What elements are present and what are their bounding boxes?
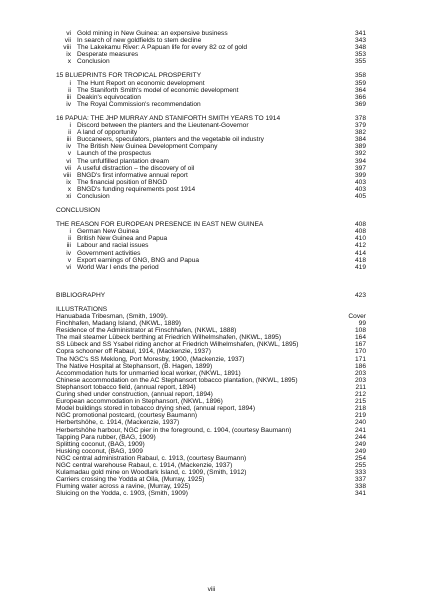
- illustrations-section: [56, 306, 366, 498]
- illustration-title: Herbertshöhe harbour, NGC pier in the foreground, c. 1904, (courtesy Baumann): [56, 426, 292, 434]
- entry-number: vii: [64, 37, 71, 45]
- entry-page: 343: [354, 37, 366, 45]
- entry-number: iii: [66, 136, 71, 144]
- entry-page: 355: [354, 58, 366, 66]
- entry-title: In search of new goldfields to stem decline: [77, 37, 202, 45]
- illustration-title: Husking coconut, (BAG, 1909: [56, 447, 143, 455]
- entry-number: v: [67, 256, 71, 264]
- toc-entry: [56, 94, 366, 101]
- toc-entry: [56, 30, 366, 37]
- entry-title: The unfulfilled plantation dream: [77, 157, 170, 165]
- illustration-page: 244: [354, 433, 366, 441]
- illustration-page: 241: [354, 426, 366, 434]
- illustration-entry: [56, 412, 366, 419]
- illustration-title: European accommodation in Stephansort, (NKWL, 1896): [56, 398, 223, 406]
- entry-number: iv: [66, 100, 71, 108]
- toc-entry: [56, 165, 366, 172]
- entry-title: Discord between the planters and the Lieutenant-Governor: [77, 122, 249, 130]
- entry-title: Launch of the prospectus: [77, 150, 152, 158]
- illustration-page: 164: [354, 334, 366, 342]
- illustration-title: SS Lübeck and SS Ysabel riding anchor at Friedrich Wilhelmshafen, (NKWL, 1895): [56, 341, 299, 349]
- toc-entry: [56, 264, 366, 271]
- entry-page: 353: [354, 51, 366, 59]
- chapter-page: 378: [354, 114, 366, 122]
- toc-entry: [56, 228, 366, 235]
- entry-number: ii: [68, 86, 71, 94]
- illustration-title: The mail steamer Lübeck berthing at Friedrich Wilhelmshafen, (NKWL, 1895): [56, 334, 282, 342]
- toc-entry: [56, 193, 366, 200]
- reason-section: [56, 221, 366, 271]
- illustration-entry: [56, 434, 366, 441]
- entry-page: 414: [354, 249, 366, 257]
- toc-entry: [56, 179, 366, 186]
- toc-entry: [56, 122, 366, 129]
- entry-page: 419: [354, 263, 366, 271]
- bibliography-page: 423: [354, 291, 366, 299]
- entry-number: i: [69, 122, 71, 130]
- toc-entry: [56, 37, 366, 44]
- entry-title: The financial position of BNGD: [77, 178, 168, 186]
- illustration-title: Kulamadau gold mine on Woodlark Island, c. 1909, (Smith, 1912): [56, 469, 247, 477]
- illustration-entry: [56, 320, 366, 327]
- entry-number: iv: [66, 249, 71, 257]
- entry-page: 397: [354, 164, 366, 172]
- illustration-page: 203: [354, 376, 366, 384]
- entry-title: BNGD's funding requirements post 1914: [77, 185, 196, 193]
- illustration-entry: [56, 476, 366, 483]
- illustration-page: 171: [354, 355, 366, 363]
- toc-entry: [56, 136, 366, 143]
- entry-title: Export earnings of GNG, BNG and Papua: [77, 256, 200, 264]
- entry-number: ix: [66, 178, 71, 186]
- illustration-page: 240: [354, 419, 366, 427]
- toc-entry: [56, 129, 366, 136]
- illustration-entry: [56, 356, 366, 363]
- entry-title: A useful distraction – the discovery of oil: [77, 164, 195, 172]
- entry-page: 403: [354, 178, 366, 186]
- entry-page: 384: [354, 136, 366, 144]
- chapter-title: 15 BLUEPRINTS FOR TROPICAL PROSPERITY: [56, 72, 202, 80]
- entry-number: i: [69, 228, 71, 236]
- entry-title: Conclusion: [77, 192, 110, 200]
- entry-page: 364: [354, 86, 366, 94]
- illustration-page: 203: [354, 369, 366, 377]
- entry-number: i: [69, 79, 71, 87]
- illustration-title: Herbertshöhe, c. 1914, (Mackenzie, 1937): [56, 419, 180, 427]
- entry-number: vi: [66, 157, 71, 165]
- illustration-entry: [56, 363, 366, 370]
- conclusion-heading: [56, 207, 366, 214]
- entry-number: vii: [64, 164, 71, 172]
- illustration-entry: [56, 441, 366, 448]
- illustration-title: Sluicing on the Yodda, c. 1903, (Smith, 1909): [56, 490, 188, 498]
- entry-title: Deakin's equivocation: [77, 93, 141, 101]
- entry-title: Labour and racial issues: [77, 242, 149, 250]
- illustration-page: 211: [355, 383, 366, 391]
- page-number: viii: [207, 586, 216, 593]
- chapter-15: [56, 72, 366, 107]
- illustrations-heading: [56, 306, 366, 313]
- toc-entry: [56, 235, 366, 242]
- entry-page: 394: [354, 157, 366, 165]
- entry-page: 382: [354, 129, 366, 137]
- entry-title: The British New Guinea Development Company: [77, 143, 218, 151]
- illustration-entry: [56, 377, 366, 384]
- illustration-title: Stephansort tobacco field, (annual report, 1894): [56, 383, 196, 391]
- illustration-title: Fluming water across a ravine, (Murray, 1925): [56, 483, 191, 491]
- entry-number: iii: [66, 93, 71, 101]
- illustration-title: Model buildings stored in tobacco drying shed, (annual report, 1894): [56, 405, 256, 413]
- illustration-title: Tapping Para rubber, (BAG, 1909): [56, 433, 156, 441]
- toc-entry: [56, 250, 366, 257]
- entry-number: v: [67, 150, 71, 158]
- entry-number: ix: [66, 51, 71, 59]
- entry-page: 403: [354, 185, 366, 193]
- illustration-title: Splitting coconut, (BAG, 1909): [56, 440, 145, 448]
- entry-title: Conclusion: [77, 58, 110, 66]
- entry-number: vi: [66, 263, 71, 271]
- illustration-entry: [56, 384, 366, 391]
- illustration-page: 338: [354, 483, 366, 491]
- illustration-entry: [56, 483, 366, 490]
- illustrations-title: ILLUSTRATIONS: [56, 305, 108, 313]
- illustration-title: Finchhafen, Madang Island, (NKWL, 1889): [56, 320, 181, 328]
- entry-title: The Royal Commission's recommendation: [77, 100, 201, 108]
- entry-number: ii: [68, 235, 71, 243]
- chapter-heading: [56, 115, 366, 122]
- illustration-page: 215: [354, 398, 366, 406]
- toc-entry: [56, 186, 366, 193]
- illustration-entry: [56, 398, 366, 405]
- entry-page: 392: [354, 150, 366, 158]
- illustration-title: Carriers crossing the Yodda at Oila, (Murray, 1925): [56, 476, 205, 484]
- toc-entry: [56, 58, 366, 65]
- illustration-page: 249: [354, 440, 366, 448]
- entry-number: vi: [66, 30, 71, 37]
- toc-entry: [56, 44, 366, 51]
- entry-page: 389: [354, 143, 366, 151]
- illustration-title: Residence of the Administrator at Finschhafen, (NKWL, 1888): [56, 327, 237, 335]
- illustration-entry: [56, 348, 366, 355]
- entry-page: 341: [354, 30, 366, 37]
- chapter-title: 16 PAPUA: THE JHP MURRAY AND STANIFORTH SMITH YEARS TO 1914: [56, 114, 281, 122]
- illustration-entry: [56, 391, 366, 398]
- entry-title: British New Guinea and Papua: [77, 235, 168, 243]
- illustration-entry: [56, 490, 366, 497]
- entry-page: 359: [354, 79, 366, 87]
- illustration-title: The NGC's SS Meklong, Port Moresby, 1900, (Mackenzie, 1937): [56, 355, 245, 363]
- illustration-title: Chinese accommodation on the AC Stephansort tobacco plantation, (NKWL, 1895): [56, 376, 298, 384]
- illustration-page: 254: [354, 454, 366, 462]
- conclusion-title: CONCLUSION: [56, 207, 100, 215]
- toc-entry: [56, 143, 366, 150]
- illustration-title: NGC promotional postcard, (courtesy Baumann): [56, 412, 198, 420]
- entry-page: 379: [354, 122, 366, 130]
- illustration-title: NGC central warehouse Rabaul, c. 1914, (Mackenzie, 1937): [56, 461, 233, 469]
- illustration-page: 218: [354, 405, 366, 413]
- entry-title: German New Guinea: [77, 228, 139, 236]
- illustration-page: 249: [354, 447, 366, 455]
- toc-entry: [56, 158, 366, 165]
- illustration-entry: [56, 341, 366, 348]
- illustration-page: 333: [354, 469, 366, 477]
- illustration-title: The Native Hospital at Stephansort, (B. Hagen, 1899): [56, 362, 213, 370]
- entry-page: 408: [354, 228, 366, 236]
- toc-entry: [56, 257, 366, 264]
- illustration-page: 186: [354, 362, 366, 370]
- entry-title: The Staniforth Smith's model of economic development: [77, 86, 239, 94]
- entry-number: xi: [66, 192, 71, 200]
- entry-number: viii: [63, 44, 71, 52]
- toc-entry: [56, 172, 366, 179]
- chapter-heading: [56, 72, 366, 79]
- illustration-entry: [56, 313, 366, 320]
- entry-page: 369: [354, 100, 366, 108]
- chapter-page: 358: [354, 72, 366, 80]
- toc-entry: [56, 80, 366, 87]
- illustration-page: 108: [354, 327, 366, 335]
- entry-number: iv: [66, 143, 71, 151]
- entry-page: 412: [354, 242, 366, 250]
- entry-title: Desperate measures: [77, 51, 139, 59]
- illustration-entry: [56, 405, 366, 412]
- toc-entry: [56, 150, 366, 157]
- section-heading: [56, 221, 366, 228]
- entry-page: 405: [354, 192, 366, 200]
- illustration-title: Accommodation huts for unmarried local worker, (NKWL, 1891): [56, 369, 241, 377]
- section-title: THE REASON FOR EUROPEAN PRESENCE IN EAST NEW GUINEA: [56, 221, 264, 229]
- illustration-entry: [56, 419, 366, 426]
- illustration-entry: [56, 370, 366, 377]
- illustration-page: 219: [354, 412, 366, 420]
- illustration-page: 212: [354, 391, 366, 399]
- illustration-entry: [56, 455, 366, 462]
- illustration-entry: [56, 448, 366, 455]
- section-page: 408: [354, 221, 366, 229]
- illustration-entry: [56, 469, 366, 476]
- bibliography-title: BIBLIOGRAPHY: [56, 291, 106, 299]
- entry-number: ii: [68, 129, 71, 137]
- entry-title: Gold mining in New Guinea: an expensive business: [77, 30, 228, 37]
- entry-page: 399: [354, 171, 366, 179]
- illustration-entry: [56, 327, 366, 334]
- part-a-list: [56, 30, 366, 65]
- entry-title: Government activities: [77, 249, 141, 257]
- illustration-page: 337: [354, 476, 366, 484]
- entry-number: iii: [66, 242, 71, 250]
- illustration-page: 255: [354, 461, 366, 469]
- illustration-title: NGC central administration Rabaul, c. 1913, (courtesy Baumann): [56, 454, 247, 462]
- bibliography-heading: [56, 292, 366, 299]
- toc-entry: [56, 242, 366, 249]
- entry-page: 410: [354, 235, 366, 243]
- illustration-page: 99: [358, 320, 366, 328]
- entry-page: 348: [354, 44, 366, 52]
- illustration-entry: [56, 462, 366, 469]
- illustration-page: 341: [354, 490, 366, 498]
- entry-number: x: [67, 58, 71, 66]
- entry-title: BNGD's first informative annual report: [77, 171, 188, 179]
- illustration-page: 170: [354, 348, 366, 356]
- toc-entry: [56, 101, 366, 108]
- entry-title: A land of opportunity: [77, 129, 138, 137]
- chapter-16: [56, 115, 366, 200]
- illustration-title: Copra schooner off Rabaul, 1914, (Mackenzie, 1937): [56, 348, 211, 356]
- toc-page: [56, 30, 366, 497]
- toc-entry: [56, 87, 366, 94]
- entry-page: 366: [354, 93, 366, 101]
- entry-page: 418: [354, 256, 366, 264]
- entry-title: The Hunt Report on economic development: [77, 79, 205, 87]
- illustration-page: 167: [354, 341, 366, 349]
- entry-title: Buccaneers, speculators, planters and the vegetable oil industry: [77, 136, 264, 144]
- illustration-title: Curing shed under construction, (annual report, 1894): [56, 391, 213, 399]
- illustration-entry: [56, 427, 366, 434]
- illustration-title: Hanuabada Tribesman, (Smith, 1909).: [56, 313, 168, 320]
- illustration-page: Cover: [348, 313, 366, 320]
- entry-number: x: [67, 185, 71, 193]
- entry-title: World War I ends the period: [77, 263, 159, 271]
- illustration-entry: [56, 334, 366, 341]
- toc-entry: [56, 51, 366, 58]
- entry-number: viii: [63, 171, 71, 179]
- entry-title: The Lakekamu River: A Papuan life for every 82 oz of gold: [77, 44, 248, 52]
